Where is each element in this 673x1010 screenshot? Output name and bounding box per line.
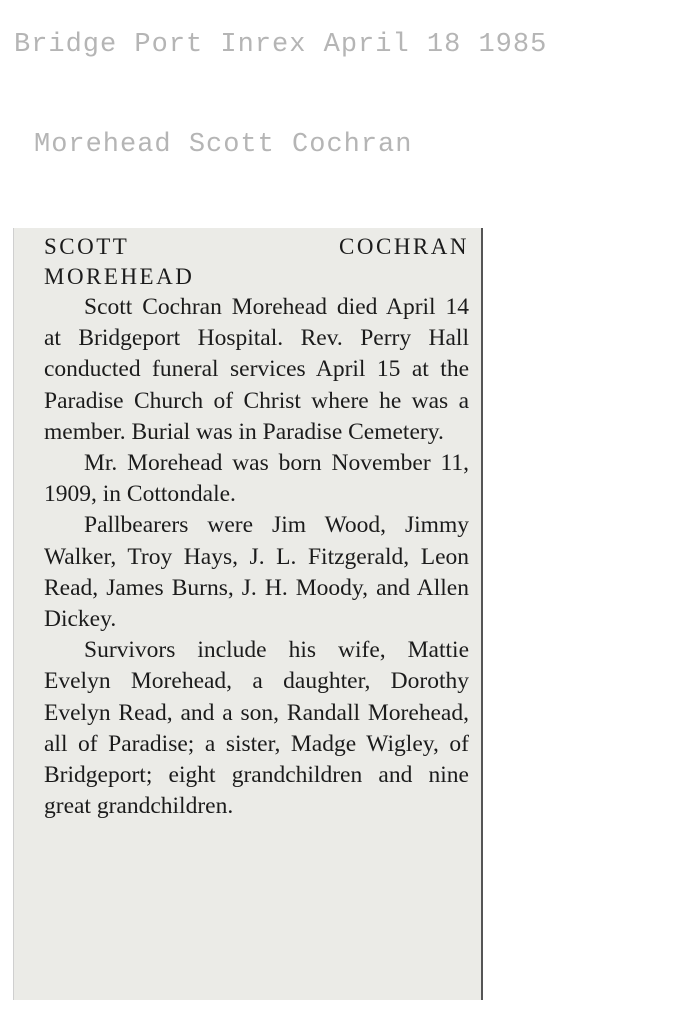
obituary-headline <box>44 232 469 292</box>
paragraph-pallbearers: Pallbearers were Jim Wood, Jimmy Walker, Troy Hays, J. L. Fitzgerald, Leon Read, James Burns, J. H. Moody, and Allen Dickey. <box>44 512 469 633</box>
obituary-clipping <box>13 228 483 1000</box>
paragraph-death-and-funeral: Scott Cochran Morehead died April 14 at Bridgeport Hospital. Rev. Perry Hall conducted funeral services April 15 at the Paradise Church of Christ where he was a member. Burial was in Paradise Cemetery. <box>44 294 469 445</box>
headline-last-name: MOREHEAD <box>44 264 195 289</box>
paragraph-birth: Mr. Morehead was born November 11, 1909, in Cottondale. <box>44 450 469 508</box>
headline-middle-name: COCHRAN <box>339 234 469 259</box>
typed-name-line: Morehead Scott Cochran <box>34 130 413 160</box>
typed-source-date-line: Bridge Port Inrex April 18 1985 <box>14 30 548 60</box>
headline-first-name: SCOTT <box>44 234 130 259</box>
paragraph-survivors: Survivors include his wife, Mattie Evelyn Morehead, a daughter, Dorothy Evelyn Read, and a son, Randall Morehead, all of Paradise; a sister, Madge Wigley, of Bridgeport; eight grandchildren and nine great grandchildren. <box>44 637 469 820</box>
